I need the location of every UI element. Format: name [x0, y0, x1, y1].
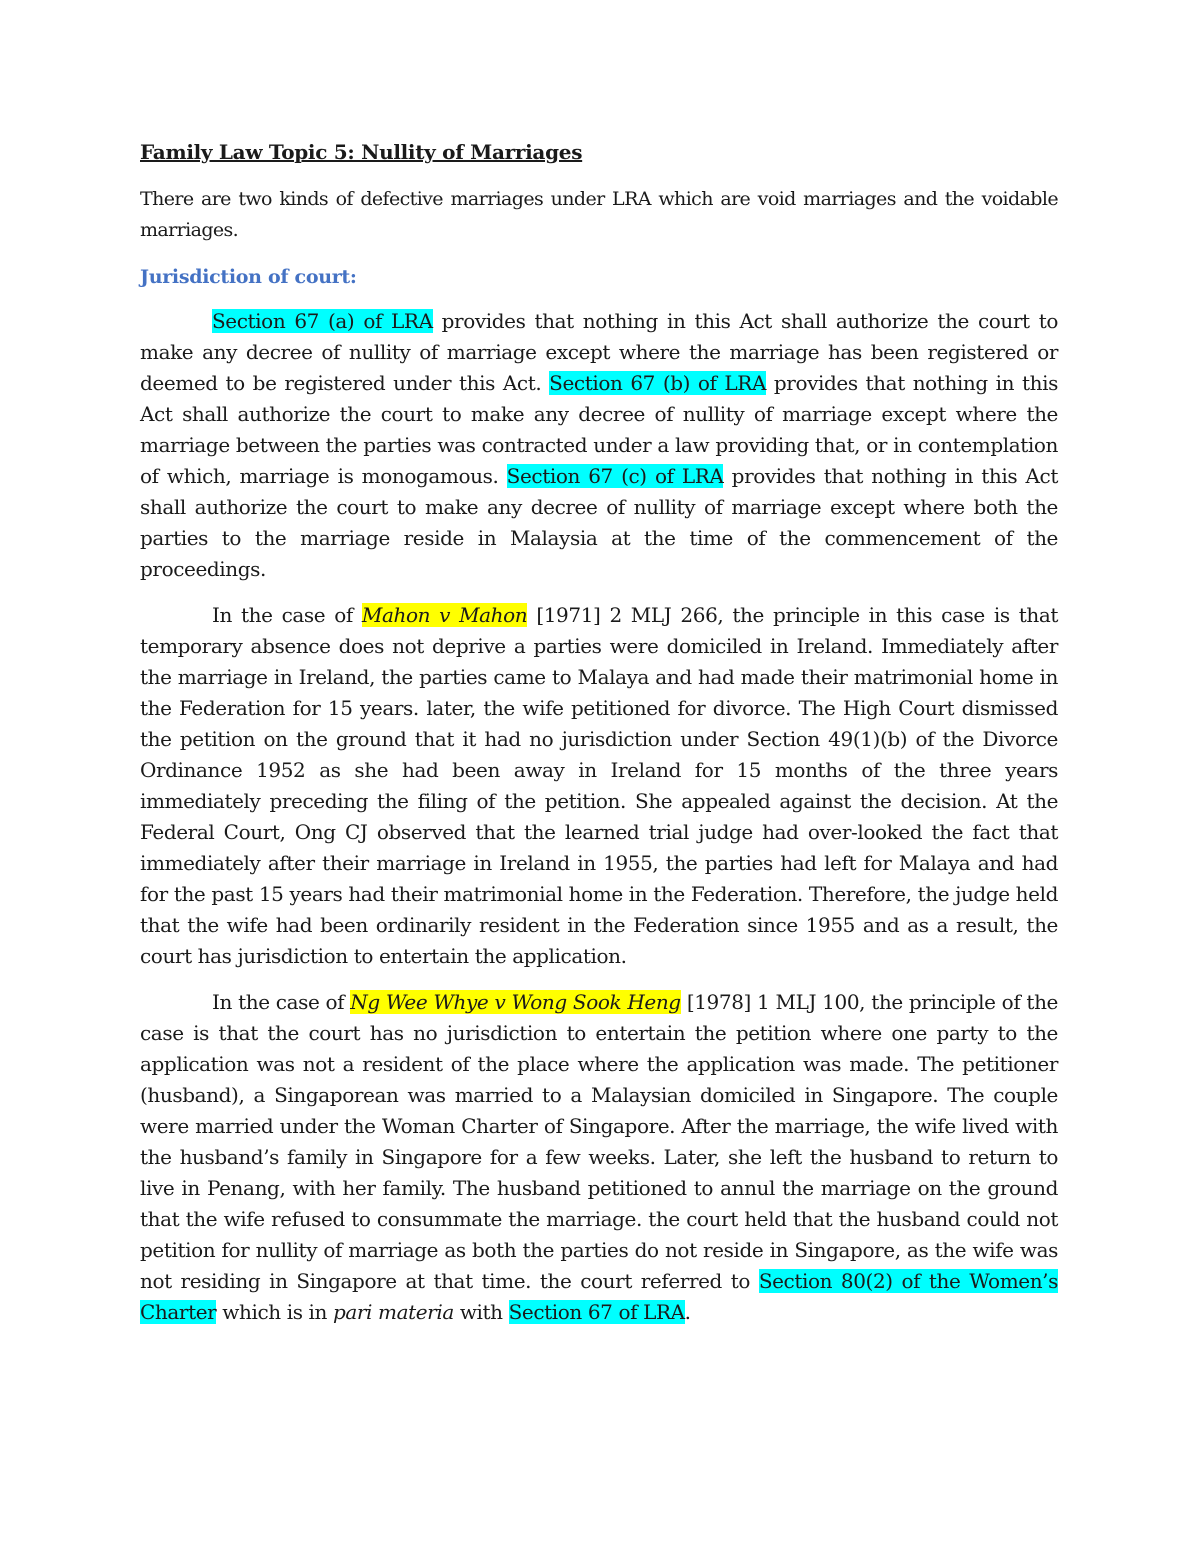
case-text-end: . — [684, 1300, 691, 1324]
highlight-case-mahon: Mahon v Mahon — [361, 603, 528, 627]
section-heading: Jurisdiction of court: — [140, 266, 357, 288]
latin-term: pari materia — [332, 1300, 454, 1324]
paragraph-mahon-case — [140, 600, 1058, 972]
case-text-mid: which is in — [216, 1300, 333, 1324]
highlight-section-67a: Section 67 (a) of LRA — [212, 309, 433, 333]
case-text: [1971] 2 MLJ 266, the principle in this case is that temporary absence does not deprive a parties were domiciled in Ireland. Immediately after the marriage in Ireland, the parties came to Malaya and had made their matrimonial home in the Federation for 15 years. later, the wife petitioned for divorce. The High Court dismissed the petition on the ground that it had no jurisdiction under Section 49(1)(b) of the Divorce Ordinance 1952 as she had been away in Ireland for 15 months of the three years immediately preceding the filing of the petition. She appealed against the decision. At the Federal Court, Ong CJ observed that the learned trial judge had over-looked the fact that immediately after their marriage in Ireland in 1955, the parties had left for Malaya and had for the past 15 years had their matrimonial home in the Federation. Therefore, the judge held that the wife had been ordinarily resident in the Federation since 1955 and as a result, the court has jurisdiction to entertain the application. — [140, 603, 1058, 968]
text-section-67c: provides that nothing in this Act shall authorize the court to make any decree of nullity of marriage except where both the parties to the marriage reside in Malaysia at the time of the commencement of the proceedings. — [140, 464, 1058, 581]
highlight-case-ng-wee-whye: Ng Wee Whye v Wong Sook Heng — [350, 990, 681, 1014]
highlight-section-67c: Section 67 (c) of LRA — [506, 464, 724, 488]
paragraph-ng-wee-whye-case — [140, 987, 1058, 1328]
text-section-67a: provides that nothing in this Act shall authorize the court to make any decree of nullity of marriage except where the marriage has been registered or deemed to be registered under this Act. — [140, 309, 1058, 395]
document-page — [140, 140, 1058, 1343]
text-section-67b: provides that nothing in this Act shall authorize the court to make any decree of nullity of marriage except where the marriage between the parties was contracted under a law providing that, or in contemplation of which, marriage is monogamous. — [140, 371, 1058, 488]
highlight-section-67b: Section 67 (b) of LRA — [549, 371, 767, 395]
intro-paragraph: There are two kinds of defective marriages under LRA which are void marriages and the voidable marriages. — [140, 188, 1058, 241]
case-lead: In the case of — [212, 603, 362, 627]
document-title: Family Law Topic 5: Nullity of Marriages — [140, 140, 583, 164]
case-text-with: with — [453, 1300, 509, 1324]
case-text: [1978] 1 MLJ 100, the principle of the case is that the court has no jurisdiction to entertain the petition where one party to the application was not a resident of the place where the application was made. The petitioner (husband), a Singaporean was married to a Malaysian domiciled in Singapore. The couple were married under the Woman Charter of Singapore. After the marriage, the wife lived with the husband’s family in Singapore for a few weeks. Later, she left the husband to return to live in Penang, with her family. The husband petitioned to annul the marriage on the ground that the wife refused to consummate the marriage. the court held that the husband could not petition for nullity of marriage as both the parties do not reside in Singapore, as the wife was not residing in Singapore at that time. the court referred to — [140, 990, 1058, 1293]
highlight-section-80-2: Section 80(2) of the Women’s Charter — [140, 1269, 1058, 1324]
paragraph-section-67 — [140, 306, 1058, 585]
case-lead: In the case of — [212, 990, 351, 1014]
highlight-section-67-lra: Section 67 of LRA — [508, 1300, 685, 1324]
